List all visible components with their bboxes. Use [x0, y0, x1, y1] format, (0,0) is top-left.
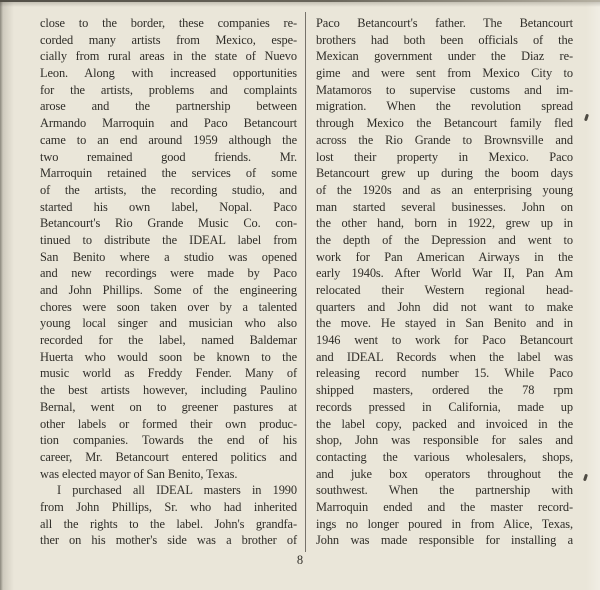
text-line: and new recordings were made by Paco	[40, 266, 297, 281]
scan-edge-top	[0, 0, 600, 2]
text-line: the other hand, born in 1922, grew up in	[316, 216, 573, 231]
text-line: lost their property in Mexico. Paco	[316, 149, 573, 164]
scan-speck-icon	[584, 114, 589, 122]
text-line: other labels or formed their own produc-	[40, 416, 297, 431]
text-line: shop, John was responsible for sales and	[316, 433, 573, 448]
text-line: all the rights to the label. John's grandfa-	[40, 516, 297, 531]
text-line: the move. He stayed in San Benito and in	[316, 316, 573, 331]
text-line: releasing record number 15. While Paco	[316, 366, 573, 381]
text-line: records pressed in California, made up	[316, 399, 573, 414]
text-line: two remained good friends. Mr.	[40, 149, 297, 164]
text-line: Paco Betancourt's father. The Betancourt	[316, 16, 573, 30]
text-line: for the artists, problems and complaints	[40, 82, 297, 97]
text-line: and IDEAL Records when the label was	[316, 349, 573, 364]
text-line: Huerta who would soon be known to the	[40, 349, 297, 364]
text-line: tinued to distribute the IDEAL label from	[40, 232, 297, 247]
text-line: young local singer and musician who also	[40, 316, 297, 331]
text-line: and juke box operators throughout the	[316, 466, 573, 481]
text-line: career, Mr. Betancourt entered politics and	[40, 449, 297, 464]
column-divider	[305, 12, 306, 552]
text-line: Mexican government under the Diaz re-	[316, 49, 573, 64]
page-number: 8	[296, 553, 304, 567]
text-line: John was made responsible for installing a	[316, 533, 573, 548]
text-column-left	[40, 15, 297, 549]
text-line: shipped masters, ordered the 78 rpm	[316, 383, 573, 398]
text-line: corded many artists from Mexico, espe-	[40, 32, 297, 47]
text-line: ings no longer poured in from Alice, Texas,	[316, 516, 573, 531]
text-line: southwest. When the partnership with	[316, 483, 573, 498]
text-line: Marroquin retained the services of some	[40, 166, 297, 181]
text-line: gime and were sent from Mexico City to	[316, 66, 573, 81]
text-line: Bernal, went on to greener pastures at	[40, 399, 297, 414]
text-line: brothers had both been officials of the	[316, 32, 573, 47]
scan-edge-left	[0, 0, 3, 590]
text-line: work for Pan American Airways in the	[316, 249, 573, 264]
text-line: and John Phillips. Some of the engineering	[40, 283, 297, 297]
text-line: arose and the partnership between	[40, 99, 297, 114]
text-line: I purchased all IDEAL masters in 1990	[57, 483, 297, 498]
text-line: chores were soon taken over by a talented	[40, 299, 297, 314]
text-line: Leon. Along with increased opportunities	[40, 66, 297, 81]
text-line: San Benito where a studio was opened	[40, 249, 297, 264]
text-line: music world as Freddy Fender. Many of	[40, 366, 297, 381]
text-line: from John Phillips, Sr. who had inherited	[40, 499, 297, 514]
text-line: came to an end around 1959 although the	[40, 132, 297, 147]
text-line: the label copy, packed and invoiced in the	[316, 416, 573, 431]
text-line: ther on his mother's side was a brother of	[40, 533, 297, 548]
text-line: of the 1920s and as an enterprising young	[316, 182, 573, 197]
text-line: tion companies. Towards the end of his	[40, 433, 297, 448]
text-line: through Mexico the Betancourt family fled	[316, 116, 573, 131]
text-line: Marroquin ended and the master record-	[316, 499, 573, 514]
text-line: the best artists however, including Paulino	[40, 383, 297, 398]
text-line: relocated their Western regional head-	[316, 283, 573, 297]
text-line: migration. When the revolution spread	[316, 99, 573, 114]
text-line: cially from rural areas in the state of Nuevo	[40, 49, 297, 64]
text-line: close to the border, these companies re-	[40, 16, 297, 30]
text-line: started his own label, Nopal. Paco	[40, 199, 297, 214]
text-line: of the artists, the recording studio, and	[40, 182, 297, 197]
text-line: contacting the various wholesalers, shops,	[316, 449, 573, 464]
scan-speck-icon	[583, 474, 588, 482]
text-line: Betancourt's Rio Grande Music Co. con-	[40, 216, 297, 231]
text-line: the depth of the Depression and went to	[316, 232, 573, 247]
text-line: Armando Marroquin and Paco Betancourt	[40, 116, 297, 131]
text-line: man started several businesses. John on	[316, 199, 573, 214]
text-line: Matamoros to supervise customs and im-	[316, 82, 573, 97]
text-line: 1946 went to work for Paco Betancourt	[316, 333, 573, 348]
text-line: early 1940s. After World War II, Pan Am	[316, 266, 573, 281]
text-line: across the Rio Grande to Brownsville and	[316, 132, 573, 147]
text-line: quarters and John did not want to make	[316, 299, 573, 314]
text-line: Betancourt grew up during the boom days	[316, 166, 573, 181]
text-column-right	[316, 15, 573, 549]
text-line: recorded for the label, named Baldemar	[40, 333, 297, 348]
text-line: was elected mayor of San Benito, Texas.	[40, 466, 238, 481]
